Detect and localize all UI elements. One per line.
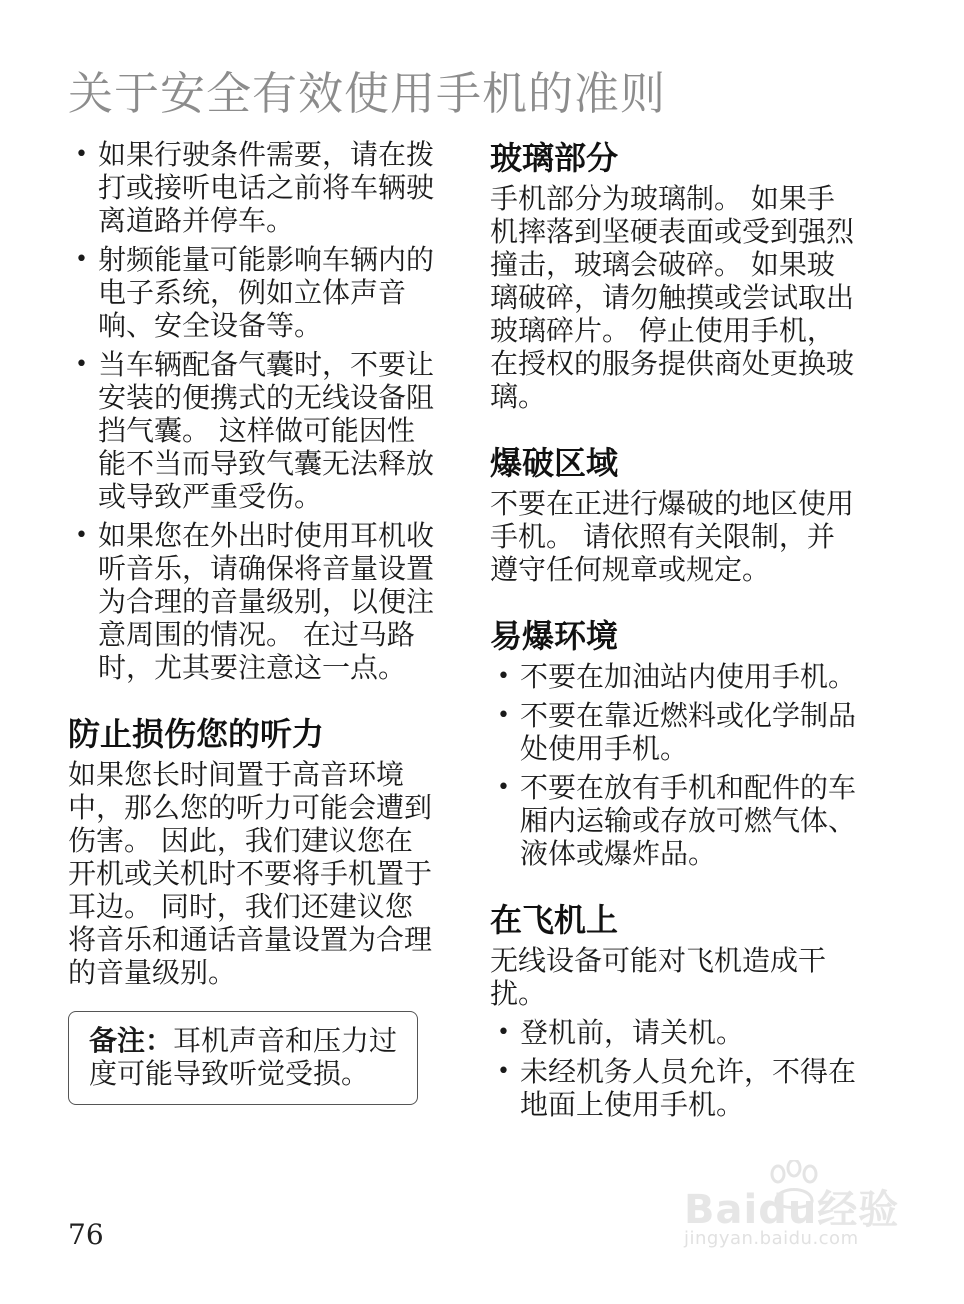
explosive-section [490,616,862,870]
list-item: • 射频能量可能影响车辆内的电子系统，例如立体声音响、安全设备等。 [75,243,435,342]
note-box [68,1011,418,1105]
explosive-list [490,660,862,870]
list-item: • 不要在加油站内使用手机。 [497,660,857,693]
section-text: 如果您长时间置于高音环境中，那么您的听力可能会遭到伤害。 因此，我们建议您在开机或关机时不要将手机置于耳边。 同时，我们还建议您将音乐和通话音量设置为合理的音量级别。 [68,758,433,989]
list-item: • 如果行驶条件需要，请在拨打或接听电话之前将车辆驶离道路并停车。 [75,138,435,237]
section-heading: 易爆环境 [490,617,619,655]
right-column [490,138,862,1127]
blasting-section [490,443,862,586]
bullet-icon: • [497,1059,510,1084]
glass-section [490,138,862,413]
section-heading: 玻璃部分 [490,139,619,177]
note-text: 耳机声音和压力过度可能导致听觉受损。 [89,1024,398,1090]
section-heading: 防止损伤您的听力 [68,715,325,753]
list-item: • 如果您在外出时使用耳机收听音乐，请确保将音量设置为合理的音量级别，以便注意周围的情况。 在过马路时，尤其要注意这一点。 [75,519,435,684]
section-heading: 爆破区域 [490,444,619,482]
list-item: • 当车辆配备气囊时，不要让安装的便携式的无线设备阻挡气囊。 这样做可能因性能不当而导致气囊无法释放或导致严重受伤。 [75,348,435,513]
aircraft-list [490,1016,862,1121]
bullet-icon: • [497,703,510,728]
bullet-icon: • [75,352,88,377]
section-text: 不要在正进行爆破的地区使用手机。 请依照有关限制，并遵守任何规章或规定。 [490,487,855,586]
watermark-url: jingyan.baidu.com [684,1228,859,1249]
left-column [68,138,440,1105]
list-item: • 不要在放有手机和配件的车厢内运输或存放可燃气体、液体或爆炸品。 [497,771,857,870]
section-text: 无线设备可能对飞机造成干扰。 [490,944,827,1010]
page-title: 关于安全有效使用手机的准则 [68,67,667,120]
section-text: 手机部分为玻璃制。 如果手机摔落到坚硬表面或受到强烈撞击，玻璃会破碎。 如果玻璃破碎，请勿触摸或尝试取出玻璃碎片。 停止使用手机，在授权的服务提供商处更换玻璃。 [490,182,855,413]
bullet-icon: • [497,775,510,800]
section-heading: 在飞机上 [490,901,619,939]
bullet-icon: • [75,523,88,548]
bullet-icon: • [497,664,510,689]
page-number: 76 [68,1218,104,1251]
hearing-section [68,714,440,989]
driving-safety-list [68,138,440,684]
bullet-icon: • [497,1020,510,1045]
bullet-icon: • [75,142,88,167]
list-item: • 不要在靠近燃料或化学制品处使用手机。 [497,699,857,765]
note-label: 备注： [89,1024,174,1057]
watermark-brand: Baidu经验 [684,1187,900,1233]
aircraft-section [490,900,862,1121]
list-item: • 未经机务人员允许，不得在地面上使用手机。 [497,1055,857,1121]
baidu-watermark [684,1160,924,1270]
bullet-icon: • [75,247,88,272]
list-item: • 登机前，请关机。 [497,1016,745,1049]
